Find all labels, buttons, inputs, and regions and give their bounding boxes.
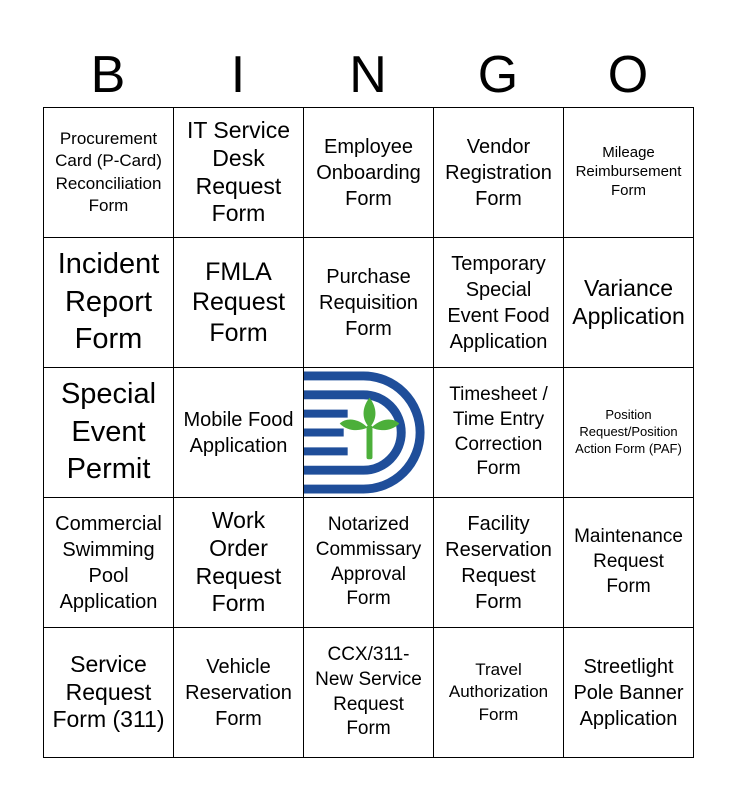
bingo-cell[interactable] [564,628,694,758]
cell-text: Commercial Swimming Pool Application [55,512,162,613]
free-space[interactable] [304,368,434,498]
cell-text: Temporary Special Event Food Application [447,252,550,353]
bingo-cell[interactable] [564,108,694,238]
cell-text: Variance Application [572,274,685,329]
cell-text: Travel Authorization Form [448,660,549,724]
cell-text: CCX/311-New Service Request Form [315,644,422,740]
bingo-cell[interactable] [434,628,564,758]
cell-text: Vendor Registration Form [445,135,552,210]
bingo-grid [43,107,694,758]
bingo-cell[interactable] [44,238,174,368]
bingo-cell[interactable] [44,628,174,758]
cell-text: Incident Report Form [57,247,160,356]
bingo-cell[interactable] [564,238,694,368]
bingo-cell[interactable] [434,238,564,368]
bingo-cell[interactable] [44,108,174,238]
header-letter-o: O [607,46,649,104]
cell-text: Position Request/Position Action Form (PAF) [575,407,682,456]
header-letter-g: G [477,46,519,104]
bingo-cell[interactable] [304,498,434,628]
cell-text: Mileage Reimbursement Form [575,144,682,199]
cell-text: Timesheet / Time Entry Correction Form [449,384,548,480]
bingo-header [43,42,693,108]
bingo-cell[interactable] [304,108,434,238]
cell-text: Vehicle Reservation Form [185,655,292,730]
cell-text: Notarized Commissary Approval Form [315,514,422,610]
bingo-cell[interactable] [564,368,694,498]
cell-text: Service Request Form (311) [52,651,165,733]
bingo-cell[interactable] [44,368,174,498]
bingo-cell[interactable] [564,498,694,628]
cell-text: Purchase Requisition Form [319,265,418,340]
header-letter-n: N [349,46,387,104]
bingo-cell[interactable] [304,628,434,758]
cell-text: Work Order Request Form [195,507,282,617]
cell-text: Streetlight Pole Banner Application [573,655,684,730]
bingo-cell[interactable] [434,108,564,238]
header-letter-i: I [230,46,246,104]
bingo-cell[interactable] [174,108,304,238]
cell-text: Maintenance Request Form [574,526,683,597]
bingo-cell[interactable] [174,368,304,498]
bingo-cell[interactable] [434,368,564,498]
cell-text: Special Event Permit [60,377,157,486]
bingo-cell[interactable] [434,498,564,628]
cell-text: Facility Reservation Request Form [445,512,552,613]
bingo-cell[interactable] [304,238,434,368]
cell-text: Employee Onboarding Form [316,135,421,210]
bingo-cell[interactable] [174,238,304,368]
cell-text: FMLA Request Form [191,257,286,347]
dallas-d-logo-icon [304,368,433,497]
bingo-cell[interactable] [174,498,304,628]
cell-text: Procurement Card (P-Card) Reconciliation Form [55,129,162,215]
bingo-cell[interactable] [174,628,304,758]
cell-text: Mobile Food Application [183,408,294,457]
header-letter-b: B [90,46,126,104]
bingo-cell[interactable] [44,498,174,628]
cell-text: IT Service Desk Request Form [186,117,291,227]
